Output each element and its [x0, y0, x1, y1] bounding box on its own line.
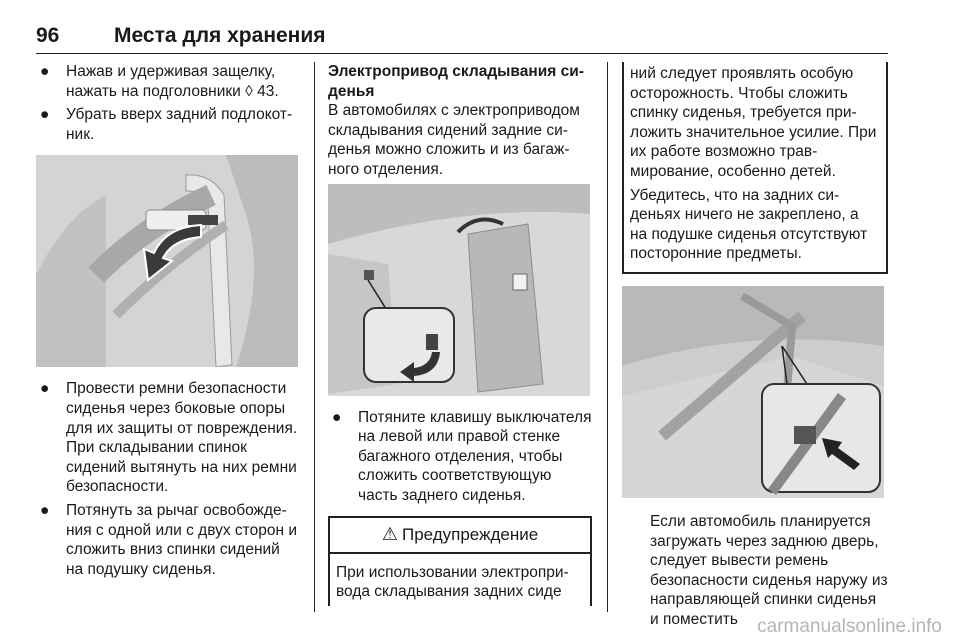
figure-caption: Если автомобиль планируется загружать через заднюю дверь, следует вывести ремень безопасности сиденья наружу из направляющей спинки сиденья и поместить	[650, 512, 888, 628]
intro-paragraph: В автомобилях с электроприводом складывания сидений задние сиденья можно сложить и из багажного отделения.	[328, 102, 580, 178]
bullet-list-top	[36, 62, 298, 144]
list-item: ● Потяните клавишу выключателя на левой или правой стенке багажного отделения, чтобы сложить соответствующую часть заднего сиденья.	[332, 408, 592, 504]
list-item: ● Убрать вверх задний подлокотник.	[40, 106, 293, 143]
header-divider	[36, 53, 888, 54]
warning-text: ний следует проявлять особую осторожность. Чтобы сложить спинку сиденья, требуется приложить значительное усилие. При их работе возможно травмирование, особенно детей.	[630, 65, 877, 180]
figure-seat-belt-guide	[622, 286, 884, 498]
seat-latch-illustration	[36, 155, 298, 367]
column-2	[328, 62, 592, 606]
trunk-switch-illustration	[328, 184, 590, 396]
figure-trunk-switch	[328, 184, 590, 396]
column-divider-1	[314, 62, 315, 612]
watermark: carmanualsonline.info	[757, 616, 942, 637]
warning-box	[328, 554, 592, 606]
list-item: ● Провести ремни безопасности сиденья через боковые опоры для их защиты от повреждения. При складывании спинок сидений вытянуть на них ремни безопасности.	[40, 380, 298, 496]
section-heading: Электропривод складывания сиденья	[328, 63, 584, 100]
warning-header	[328, 516, 592, 554]
bullet-list-bottom	[36, 379, 298, 579]
seat-belt-guide-illustration	[622, 286, 884, 498]
list-item: ● Потянуть за рычаг освобождения с одной или с двух сторон и сложить вниз спинки сидений на подушку сиденья.	[40, 501, 297, 578]
column-divider-2	[607, 62, 608, 612]
list-item: ● Нажав и удерживая защелку, нажать на подголовники ◊ 43.	[40, 63, 279, 100]
page-number: 96	[36, 24, 60, 47]
warning-box-continued	[622, 62, 888, 274]
figure-seat-latch	[36, 155, 298, 367]
page-title: Места для хранения	[114, 24, 326, 47]
column-3	[622, 62, 888, 630]
warning-title: Предупреждение	[401, 524, 539, 544]
column-1	[36, 62, 298, 583]
warning-triangle-icon: ⚠	[381, 523, 398, 544]
warning-text: При использовании электропривода складывания задних сиде	[336, 563, 569, 601]
warning-text: Убедитесь, что на задних сиденьях ничего не закреплено, а на подушке сиденья отсутствуют посторонние предметы.	[630, 186, 868, 263]
bullet-list	[328, 408, 592, 506]
